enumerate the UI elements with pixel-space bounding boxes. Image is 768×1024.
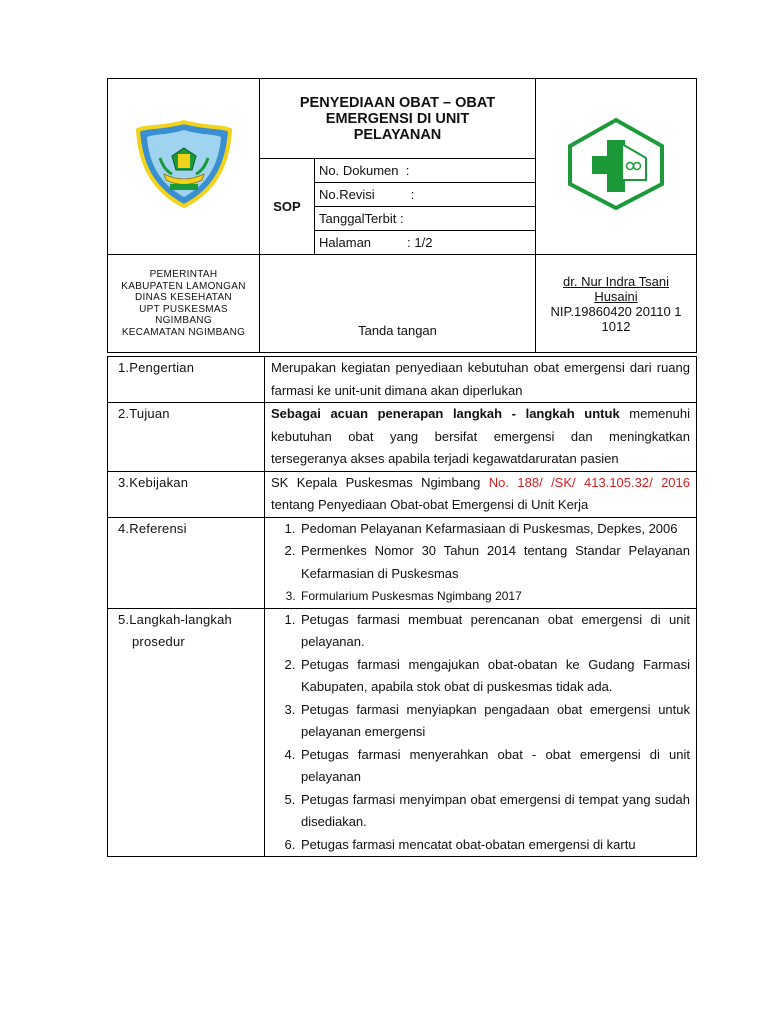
row-content	[265, 403, 697, 472]
row-label: 5.Langkah-langkah prosedur	[108, 608, 265, 857]
institution-block: PEMERINTAH KABUPATEN LAMONGAN DINAS KESEHATAN UPT PUSKESMAS NGIMBANG KECAMATAN NGIMBANG	[108, 255, 260, 353]
official-name: dr. Nur Indra Tsani	[563, 273, 669, 289]
kebijakan-sk-year: 2016	[661, 474, 690, 490]
list-item: 3. Petugas farmasi menyiapkan pengadaan obat emergensi untuk pelayanan emergensi	[299, 699, 690, 744]
tujuan-text: memenuhi kebutuhan obat yang bersifat emergensi dan meningkatkan tersegeranya akses apabila terjadi kegawatdaruratan pasien	[271, 406, 690, 466]
row-content	[265, 517, 697, 608]
lamongan-crest-icon	[134, 118, 234, 210]
list-item: 2. Permenkes Nomor 30 Tahun 2014 tentang Standar Pelayanan Kefarmasian di Puskesmas	[299, 540, 690, 585]
official-name-2: Husaini	[594, 288, 638, 304]
row-label: 4.Referensi	[108, 517, 265, 608]
row-label: 2.Tujuan	[108, 403, 265, 472]
list-item: 1. Pedoman Pelayanan Kefarmasiaan di Puskesmas, Depkes, 2006	[299, 518, 690, 541]
list-item: 2. Petugas farmasi mengajukan obat-obatan ke Gudang Farmasi Kabupaten, apabila stok obat di puskesmas tidak ada.	[299, 654, 690, 699]
row-referensi	[108, 517, 697, 608]
list-item: 5. Petugas farmasi menyimpan obat emergensi di tempat yang sudah disediakan.	[299, 789, 690, 834]
page-field: Halaman : 1/2	[315, 231, 536, 255]
right-logo-cell	[536, 79, 697, 255]
row-content	[265, 471, 697, 517]
kebijakan-text-a: SK Kepala Puskesmas Ngimbang	[271, 474, 489, 490]
signature-label: Tanda tangan	[358, 323, 437, 338]
list-item: 1. Petugas farmasi membuat perencanan obat emergensi di unit pelayanan.	[299, 609, 690, 654]
revision-field: No.Revisi :	[315, 183, 536, 207]
langkah-list	[271, 609, 690, 857]
sop-label: SOP	[260, 159, 315, 255]
list-item: 3. Formularium Puskesmas Ngimbang 2017	[299, 585, 690, 608]
left-logo-cell	[108, 79, 260, 255]
row-label: 3.Kebijakan	[108, 471, 265, 517]
referensi-list	[271, 518, 690, 608]
row-kebijakan	[108, 471, 697, 517]
puskesmas-logo-icon	[564, 116, 668, 212]
row-langkah	[108, 608, 697, 857]
tujuan-bold-text: Sebagai acuan penerapan langkah - langkah untuk	[271, 406, 620, 421]
official-nip: NIP.19860420 20110 1	[550, 303, 682, 319]
official-cell	[536, 255, 697, 353]
doc-number-field: No. Dokumen :	[315, 159, 536, 183]
sop-content-table	[107, 356, 697, 857]
row-label: 1.Pengertian	[108, 357, 265, 403]
document-title: PENYEDIAAN OBAT – OBAT EMERGENSI DI UNIT PELAYANAN	[260, 79, 536, 159]
issue-date-field: TanggalTerbit :	[315, 207, 536, 231]
row-content: Merupakan kegiatan penyediaan kebutuhan obat emergensi dari ruang farmasi ke unit-unit dimana akan diperlukan	[265, 357, 697, 403]
official-nip-2: 1012	[601, 318, 631, 334]
row-pengertian	[108, 357, 697, 403]
list-item: 4. Petugas farmasi menyerahkan obat - obat emergensi di unit pelayanan	[299, 744, 690, 789]
signature-cell	[260, 255, 536, 353]
kebijakan-sk-number: No. 188/ /SK/ 413.105.32/	[488, 474, 653, 490]
list-item: 6. Petugas farmasi mencatat obat-obatan emergensi di kartu	[299, 834, 690, 857]
row-content	[265, 608, 697, 857]
kebijakan-text-b: tentang Penyediaan Obat-obat Emergensi di Unit Kerja	[271, 497, 589, 512]
sop-header-table	[107, 78, 697, 353]
row-tujuan	[108, 403, 697, 472]
